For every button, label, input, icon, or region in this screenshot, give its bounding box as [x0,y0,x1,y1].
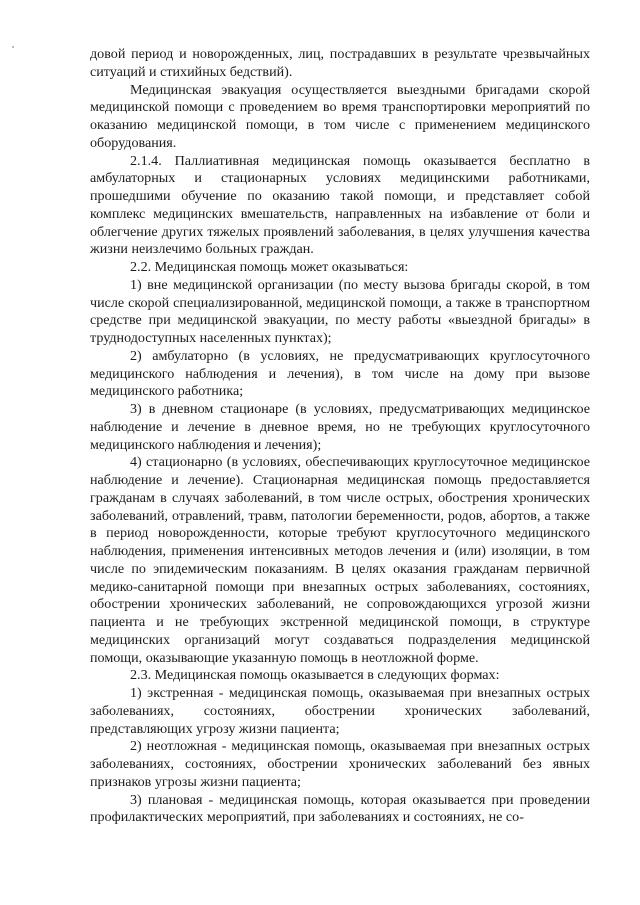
list-item-2-2-2: 2) амбулаторно (в условиях, не предусматривающих круглосуточного медицинского наблюдения и лечения), в том числе на дому при вызове медицинского работника; [90,347,590,400]
list-item-2-3-3: 3) плановая - медицинская помощь, которая оказывается при проведении профилактических мероприятий, при заболеваниях и состояниях, не со- [90,791,590,826]
scan-dot [12,46,14,48]
paragraph-2-1-4: 2.1.4. Паллиативная медицинская помощь оказывается бесплатно в амбулаторных и стационарных условиях медицинскими работниками, прошедшими обучение по оказанию такой помощи, и представляет собой комплекс медицинских вмешательств, направленных на избавление от боли и облегчение других тяжелых проявлений заболевания, в целях улучшения качества жизни неизлечимо больных граждан. [90,152,590,258]
list-item-2-2-1: 1) вне медицинской организации (по месту вызова бригады скорой, в том числе скорой специализированной, медицинской помощи, а также в транспортном средстве при медицинской эвакуации, по месту работы «выездной бригады» в труднодоступных населенных пунктах); [90,276,590,346]
paragraph-2-3-heading: 2.3. Медицинская помощь оказывается в следующих формах: [130,667,500,684]
list-item-2-3-2: 2) неотложная - медицинская помощь, оказываемая при внезапных острых заболеваниях, состояниях, обострении хронических заболеваний без явных признаков угрозы жизни пациента; [90,738,590,790]
paragraph-continuation: довой период и новорожденных, лиц, пострадавших в результате чрезвычайных ситуаций и стихийных бедствий). [90,46,590,80]
paragraph-medical-evacuation: Медицинская эвакуация осуществляется выездными бригадами скорой медицинской помощи с проведением во время транспортировки мероприятий по оказанию медицинской помощи, в том числе с применением медицинского оборудования. [90,81,590,151]
list-item-2-3-1: 1) экстренная - медицинская помощь, оказываемая при внезапных острых заболеваниях, состояниях, обострении хронических заболеваний, представляющих угрозу жизни пациента; [90,685,590,737]
list-item-2-2-4: 4) стационарно (в условиях, обеспечивающих круглосуточное медицинское наблюдение и лечение). Стационарная медицинская помощь предоставляется гражданам в случаях заболеваний, в том числе острых, обострения хронических заболеваний, отравлений, травм, патологии беременности, родов, абортов, а также в период новорожденности, которые требуют круглосуточного медицинского наблюдения, применения интенсивных методов лечения и (или) изоляции, в том числе по эпидемическим показаниям. В целях оказания гражданам первичной медико-санитарной помощи при внезапных острых заболеваниях, состояниях, обострении хронических заболеваний, не сопровождающихся угрозой жизни пациента и не требующих экстренной медицинской помощи, в структуре медицинских организаций могут создаваться подразделения медицинской помощи, оказывающие указанную помощь в неотложной форме. [90,454,590,666]
paragraph-2-2-heading: 2.2. Медицинская помощь может оказываться: [130,259,409,275]
document-page [90,46,590,827]
list-item-2-2-3: 3) в дневном стационаре (в условиях, предусматривающих медицинское наблюдение и лечение в дневное время, но не требующих круглосуточного медицинского наблюдения и лечения); [90,401,590,453]
